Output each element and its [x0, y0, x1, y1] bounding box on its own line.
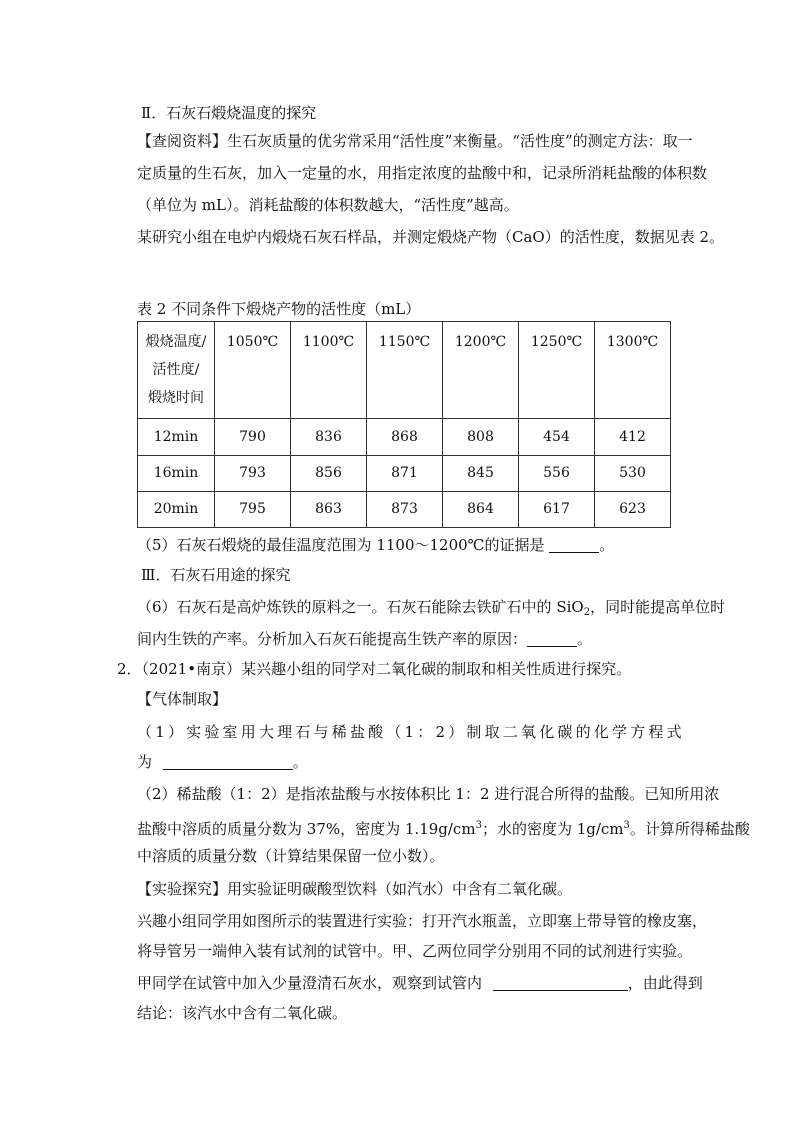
- section-heading-2: Ⅱ．石灰石煅烧温度的探究: [141, 104, 317, 122]
- table-cell: 454: [519, 419, 595, 455]
- row-label: 20min: [138, 491, 215, 527]
- reference-line-3: （单位为 mL）。消耗盐酸的体积数越大，“活性度”越高。: [137, 196, 519, 214]
- question-5: [137, 535, 614, 555]
- corner-line-activity: 活性度/: [152, 362, 200, 378]
- experiment-line-4: [137, 973, 703, 993]
- question-2-text-a: 盐酸中溶质的质量分数为 37%，密度为 1.19g/cm: [137, 820, 476, 838]
- question-6-text-b: ，同时能提高单位时: [590, 598, 726, 616]
- table-cell: 793: [215, 455, 291, 491]
- table-cell: 795: [215, 491, 291, 527]
- activity-table: [137, 321, 671, 528]
- question-6-subscript: 2: [583, 607, 591, 618]
- reference-line-2: 定质量的生石灰，加入一定量的水，用指定浓度的盐酸中和，记录所消耗盐酸的体积数: [137, 164, 708, 182]
- table-cell: 873: [367, 491, 443, 527]
- table-header-row: [138, 322, 671, 419]
- experiment-line-4-text: 甲同学在试管中加入少量澄清石灰水，观察到试管内: [137, 974, 483, 992]
- column-header: 1250℃: [519, 322, 595, 419]
- table-row: [138, 491, 671, 527]
- question-1-line-2-text: 为: [137, 753, 153, 771]
- question-2-superscript-2: 3: [623, 820, 630, 831]
- table-cell: 856: [291, 455, 367, 491]
- table-caption: 表 2 不同条件下煅烧产物的活性度（mL）: [137, 300, 421, 318]
- table-cell: 556: [519, 455, 595, 491]
- table-cell: 617: [519, 491, 595, 527]
- question-2-text-c: 。计算所得稀盐酸: [629, 820, 750, 838]
- question-1-end: 。: [292, 753, 308, 771]
- corner-line-time: 煅烧时间: [148, 390, 204, 406]
- table-row: [138, 419, 671, 455]
- experiment-line-2: 兴趣小组同学用如图所示的装置进行实验：打开汽水瓶盖，立即塞上带导管的橡皮塞，: [137, 912, 708, 930]
- table-cell: 845: [443, 455, 519, 491]
- column-header: 1150℃: [367, 322, 443, 419]
- question-2-text-b: ；水的密度为 1g/cm: [481, 820, 624, 838]
- question-2-line-3: 中溶质的质量分数（计算结果保留一位小数）。: [137, 847, 445, 865]
- problem-2-intro: 2．（2021•南京）某兴趣小组的同学对二氧化碳的制取和相关性质进行探究。: [117, 660, 632, 678]
- question-5-end: 。: [599, 536, 615, 554]
- experiment-line-5: 结论：该汽水中含有二氧化碳。: [137, 1004, 348, 1022]
- column-header: 1050℃: [215, 322, 291, 419]
- study-paragraph: 某研究小组在电炉内煅烧石灰石样品，并测定煅烧产物（CaO）的活性度，数据见表 2。: [137, 228, 725, 246]
- gas-preparation-title: 【气体制取】: [137, 690, 228, 708]
- question-6-line-2: [137, 629, 592, 649]
- section-heading-3: Ⅲ．石灰石用途的探究: [141, 566, 291, 584]
- experiment-line-4-end: ，由此得到: [627, 974, 703, 992]
- question-1-line-2: [137, 752, 308, 772]
- question-1-line-1: （1）实验室用大理石与稀盐酸（1：2）制取二氧化碳的化学方程式: [137, 723, 685, 741]
- table-cell: 836: [291, 419, 367, 455]
- answer-blank-6[interactable]: [527, 632, 577, 647]
- question-6-text-a: （6）石灰石是高炉炼铁的原料之一。石灰石能除去铁矿石中的 SiO: [137, 598, 584, 616]
- table-cell: 412: [595, 419, 671, 455]
- table-cell: 868: [367, 419, 443, 455]
- question-2-line-1: （2）稀盐酸（1：2）是指浓盐酸与水按体积比 1：2 进行混合所得的盐酸。已知所用浓: [137, 785, 720, 803]
- table-row: [138, 455, 671, 491]
- answer-blank-observation[interactable]: [493, 976, 628, 991]
- question-6-end: 。: [577, 630, 593, 648]
- question-2-line-2: [137, 816, 750, 839]
- column-header: 1300℃: [595, 322, 671, 419]
- table-cell: 871: [367, 455, 443, 491]
- row-label: 16min: [138, 455, 215, 491]
- answer-blank-equation[interactable]: [163, 755, 293, 770]
- question-5-text: （5）石灰石煅烧的最佳温度范围为 1100～1200℃的证据是: [137, 536, 545, 554]
- row-label: 12min: [138, 419, 215, 455]
- table-corner-cell: [138, 322, 215, 419]
- table-cell: 530: [595, 455, 671, 491]
- table-cell: 790: [215, 419, 291, 455]
- table-cell: 623: [595, 491, 671, 527]
- question-2-superscript-1: 3: [475, 820, 482, 831]
- column-header: 1100℃: [291, 322, 367, 419]
- column-header: 1200℃: [443, 322, 519, 419]
- table-cell: 863: [291, 491, 367, 527]
- experiment-line-1: 【实验探究】用实验证明碳酸型饮料（如汽水）中含有二氧化碳。: [137, 880, 573, 898]
- table-cell: 864: [443, 491, 519, 527]
- question-6-line-2-text: 间内生铁的产率。分析加入石灰石能提高生铁产率的原因：: [137, 630, 528, 648]
- answer-blank-5[interactable]: [549, 538, 599, 553]
- table-cell: 808: [443, 419, 519, 455]
- corner-line-temperature: 煅烧温度/: [145, 334, 207, 350]
- question-6-line-1: [137, 597, 725, 623]
- reference-line-1: 【查阅资料】生石灰质量的优劣常采用“活性度”来衡量。“活性度”的测定方法：取一: [137, 132, 693, 150]
- experiment-line-3: 将导管另一端伸入装有试剂的试管中。甲、乙两位同学分别用不同的试剂进行实验。: [137, 942, 693, 960]
